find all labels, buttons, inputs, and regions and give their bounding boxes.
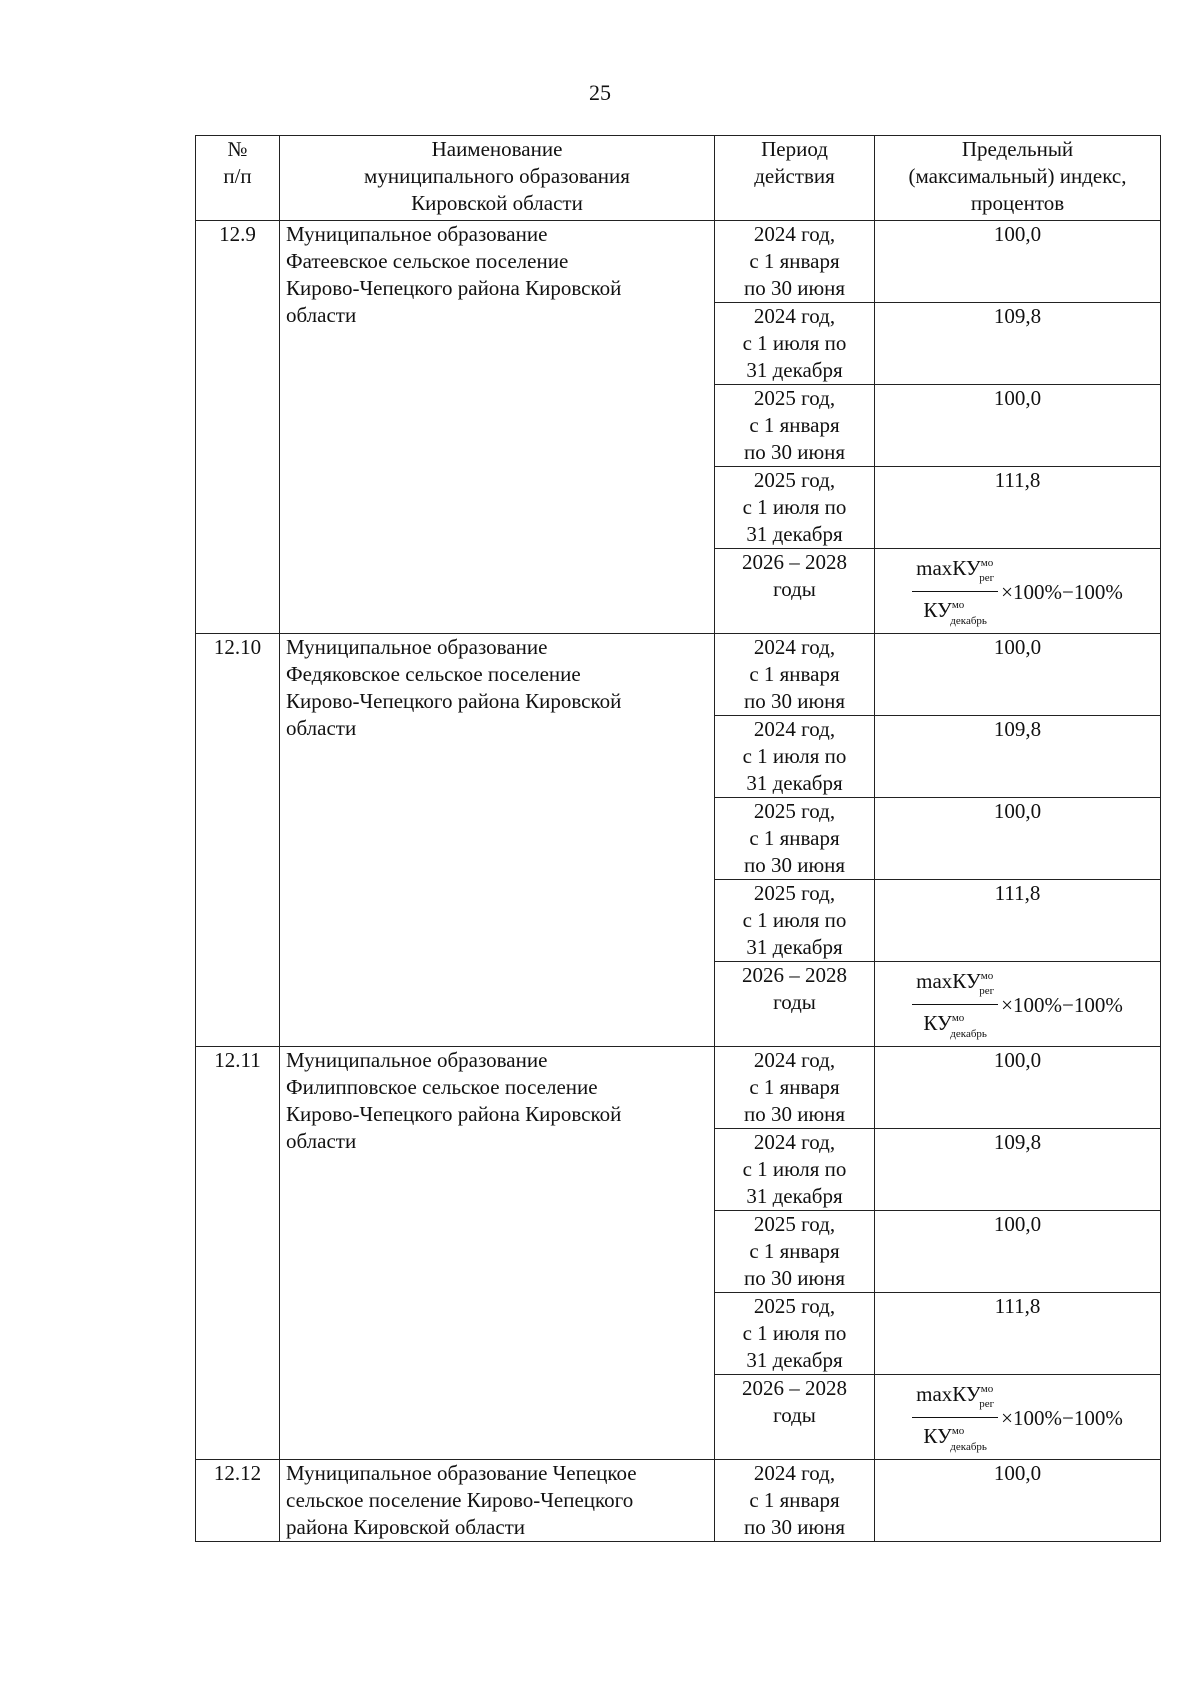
index-value xyxy=(875,962,1161,1047)
formula-denominator-text: КУ xyxy=(923,598,952,622)
period-cell xyxy=(715,1047,875,1129)
period-cell xyxy=(715,549,875,634)
header-index-line: процентов xyxy=(970,191,1065,215)
municipality-name-line: Кирово-Чепецкого района Кировской xyxy=(286,276,622,300)
period-cell xyxy=(715,467,875,549)
period-line: годы xyxy=(773,990,816,1014)
period-line: 31 декабря xyxy=(746,1184,843,1208)
index-value: 100,0 xyxy=(875,798,1161,880)
municipality-name-line: сельское поселение Кирово-Чепецкого xyxy=(286,1488,634,1512)
table-row xyxy=(196,1460,1161,1542)
period-line: по 30 июня xyxy=(743,440,846,464)
index-value: 111,8 xyxy=(875,467,1161,549)
period-line: с 1 января xyxy=(749,1239,840,1263)
period-line: 2024 год, xyxy=(753,1048,836,1072)
index-formula xyxy=(881,549,1154,633)
index-formula xyxy=(881,962,1154,1046)
period-cell xyxy=(715,962,875,1047)
municipality-name-line: области xyxy=(286,303,357,327)
municipality-name-line: Фатеевское сельское поселение xyxy=(286,249,569,273)
index-value: 109,8 xyxy=(875,303,1161,385)
period-cell xyxy=(715,1129,875,1211)
municipality-name-line: района Кировской области xyxy=(286,1515,526,1539)
period-cell xyxy=(715,1375,875,1460)
index-value: 100,0 xyxy=(875,385,1161,467)
period-line: с 1 июля по xyxy=(742,495,847,519)
formula-numerator-sub: рег xyxy=(979,985,995,997)
municipality-name xyxy=(280,1047,715,1460)
period-line: по 30 июня xyxy=(743,1266,846,1290)
period-cell xyxy=(715,221,875,303)
period-line: 31 декабря xyxy=(746,1348,843,1372)
period-line: с 1 января xyxy=(749,1075,840,1099)
period-line: 2024 год, xyxy=(753,717,836,741)
municipality-name-line: Федяковское сельское поселение xyxy=(286,662,581,686)
formula-tail: ×100%−100% xyxy=(1001,992,1123,1017)
row-number: 12.10 xyxy=(196,634,280,1047)
period-line: 2024 год, xyxy=(753,1461,836,1485)
header-period-line: Период xyxy=(761,137,828,161)
period-line: годы xyxy=(773,1403,816,1427)
table-row xyxy=(196,1047,1161,1129)
formula-numerator-sup: мо xyxy=(980,1383,994,1395)
period-line: по 30 июня xyxy=(743,689,846,713)
period-line: с 1 января xyxy=(749,249,840,273)
index-table xyxy=(195,135,1161,1542)
header-index-line: Предельный xyxy=(961,137,1074,161)
municipality-name-line: области xyxy=(286,716,357,740)
formula-tail: ×100%−100% xyxy=(1001,579,1123,604)
index-value: 109,8 xyxy=(875,1129,1161,1211)
period-line: по 30 июня xyxy=(743,1102,846,1126)
period-line: 2025 год, xyxy=(753,881,836,905)
period-line: 2025 год, xyxy=(753,386,836,410)
municipality-name-line: Муниципальное образование xyxy=(286,1048,548,1072)
index-value: 100,0 xyxy=(875,221,1161,303)
formula-denominator-sub: декабрь xyxy=(950,1441,987,1453)
row-number: 12.12 xyxy=(196,1460,280,1542)
header-index xyxy=(875,136,1161,221)
period-line: 31 декабря xyxy=(746,358,843,382)
period-line: 2025 год, xyxy=(753,1212,836,1236)
header-name-line: муниципального образования xyxy=(364,164,630,188)
formula-denominator-sub: декабрь xyxy=(950,615,987,627)
period-line: 2024 год, xyxy=(753,304,836,328)
formula-denominator-sub: декабрь xyxy=(950,1028,987,1040)
period-line: годы xyxy=(773,577,816,601)
formula-tail: ×100%−100% xyxy=(1001,1405,1123,1430)
index-value xyxy=(875,549,1161,634)
period-line: 31 декабря xyxy=(746,935,843,959)
period-line: 31 декабря xyxy=(746,522,843,546)
period-cell xyxy=(715,1460,875,1542)
index-value: 100,0 xyxy=(875,1047,1161,1129)
index-formula xyxy=(881,1375,1154,1459)
municipality-name-line: Муниципальное образование xyxy=(286,222,548,246)
period-line: 2024 год, xyxy=(753,1130,836,1154)
period-cell xyxy=(715,1211,875,1293)
header-name xyxy=(280,136,715,221)
formula-numerator-text: maxКУ xyxy=(916,969,981,993)
table-row xyxy=(196,634,1161,716)
index-value: 100,0 xyxy=(875,1460,1161,1542)
header-index-line: (максимальный) индекс, xyxy=(908,164,1127,188)
period-line: по 30 июня xyxy=(743,853,846,877)
period-line: с 1 января xyxy=(749,826,840,850)
formula-denominator xyxy=(919,592,991,633)
period-cell xyxy=(715,1293,875,1375)
formula-denominator-sup: мо xyxy=(951,599,965,611)
period-line: с 1 января xyxy=(749,413,840,437)
period-line: 2026 – 2028 xyxy=(742,1376,847,1400)
period-line: с 1 июля по xyxy=(742,1157,847,1181)
municipality-name-line: Филипповское сельское поселение xyxy=(286,1075,598,1099)
formula-fraction xyxy=(912,964,998,1046)
period-cell xyxy=(715,798,875,880)
formula-numerator xyxy=(912,1377,998,1418)
row-number: 12.9 xyxy=(196,221,280,634)
period-line: 2025 год, xyxy=(753,468,836,492)
period-line: 2024 год, xyxy=(753,222,836,246)
formula-numerator-text: maxКУ xyxy=(916,556,981,580)
index-value: 111,8 xyxy=(875,1293,1161,1375)
period-line: по 30 июня xyxy=(743,276,846,300)
period-cell xyxy=(715,716,875,798)
period-line: 31 декабря xyxy=(746,771,843,795)
municipality-name-line: Муниципальное образование Чепецкое xyxy=(286,1461,637,1485)
index-value: 100,0 xyxy=(875,1211,1161,1293)
formula-numerator-sup: мо xyxy=(980,557,994,569)
municipality-name xyxy=(280,634,715,1047)
formula-denominator-sup: мо xyxy=(951,1425,965,1437)
municipality-name xyxy=(280,1460,715,1542)
table-row xyxy=(196,221,1161,303)
period-line: 2024 год, xyxy=(753,635,836,659)
period-cell xyxy=(715,634,875,716)
formula-denominator-sup: мо xyxy=(951,1012,965,1024)
period-cell xyxy=(715,880,875,962)
municipality-name-line: области xyxy=(286,1129,357,1153)
period-cell xyxy=(715,303,875,385)
period-line: с 1 июля по xyxy=(742,908,847,932)
formula-numerator-sub: рег xyxy=(979,572,995,584)
header-name-line: Кировской области xyxy=(411,191,583,215)
index-value: 111,8 xyxy=(875,880,1161,962)
header-num-line: № xyxy=(227,137,248,161)
table-body xyxy=(196,221,1161,1542)
header-num-line: п/п xyxy=(223,164,252,188)
period-line: 2025 год, xyxy=(753,799,836,823)
index-value xyxy=(875,1375,1161,1460)
formula-numerator-text: maxКУ xyxy=(916,1382,981,1406)
header-name-line: Наименование xyxy=(431,137,563,161)
municipality-name-line: Муниципальное образование xyxy=(286,635,548,659)
formula-numerator xyxy=(912,551,998,592)
period-line: 2026 – 2028 xyxy=(742,550,847,574)
period-line: по 30 июня xyxy=(743,1515,846,1539)
index-value: 100,0 xyxy=(875,634,1161,716)
period-line: 2025 год, xyxy=(753,1294,836,1318)
period-line: 2026 – 2028 xyxy=(742,963,847,987)
page-number: 25 xyxy=(589,80,611,105)
formula-numerator-sub: рег xyxy=(979,1398,995,1410)
period-cell xyxy=(715,385,875,467)
formula-numerator-sup: мо xyxy=(980,970,994,982)
formula-fraction xyxy=(912,1377,998,1459)
formula-denominator-text: КУ xyxy=(923,1011,952,1035)
period-line: с 1 июля по xyxy=(742,331,847,355)
formula-denominator xyxy=(919,1005,991,1046)
period-line: с 1 января xyxy=(749,1488,840,1512)
table-header xyxy=(196,136,1161,221)
municipality-name-line: Кирово-Чепецкого района Кировской xyxy=(286,1102,622,1126)
header-num xyxy=(196,136,280,221)
header-period-line: действия xyxy=(754,164,835,188)
formula-numerator xyxy=(912,964,998,1005)
index-value: 109,8 xyxy=(875,716,1161,798)
period-line: с 1 января xyxy=(749,662,840,686)
row-number: 12.11 xyxy=(196,1047,280,1460)
formula-denominator xyxy=(919,1418,991,1459)
municipality-name-line: Кирово-Чепецкого района Кировской xyxy=(286,689,622,713)
period-line: с 1 июля по xyxy=(742,1321,847,1345)
period-line: с 1 июля по xyxy=(742,744,847,768)
header-period xyxy=(715,136,875,221)
formula-denominator-text: КУ xyxy=(923,1424,952,1448)
formula-fraction xyxy=(912,551,998,633)
municipality-name xyxy=(280,221,715,634)
